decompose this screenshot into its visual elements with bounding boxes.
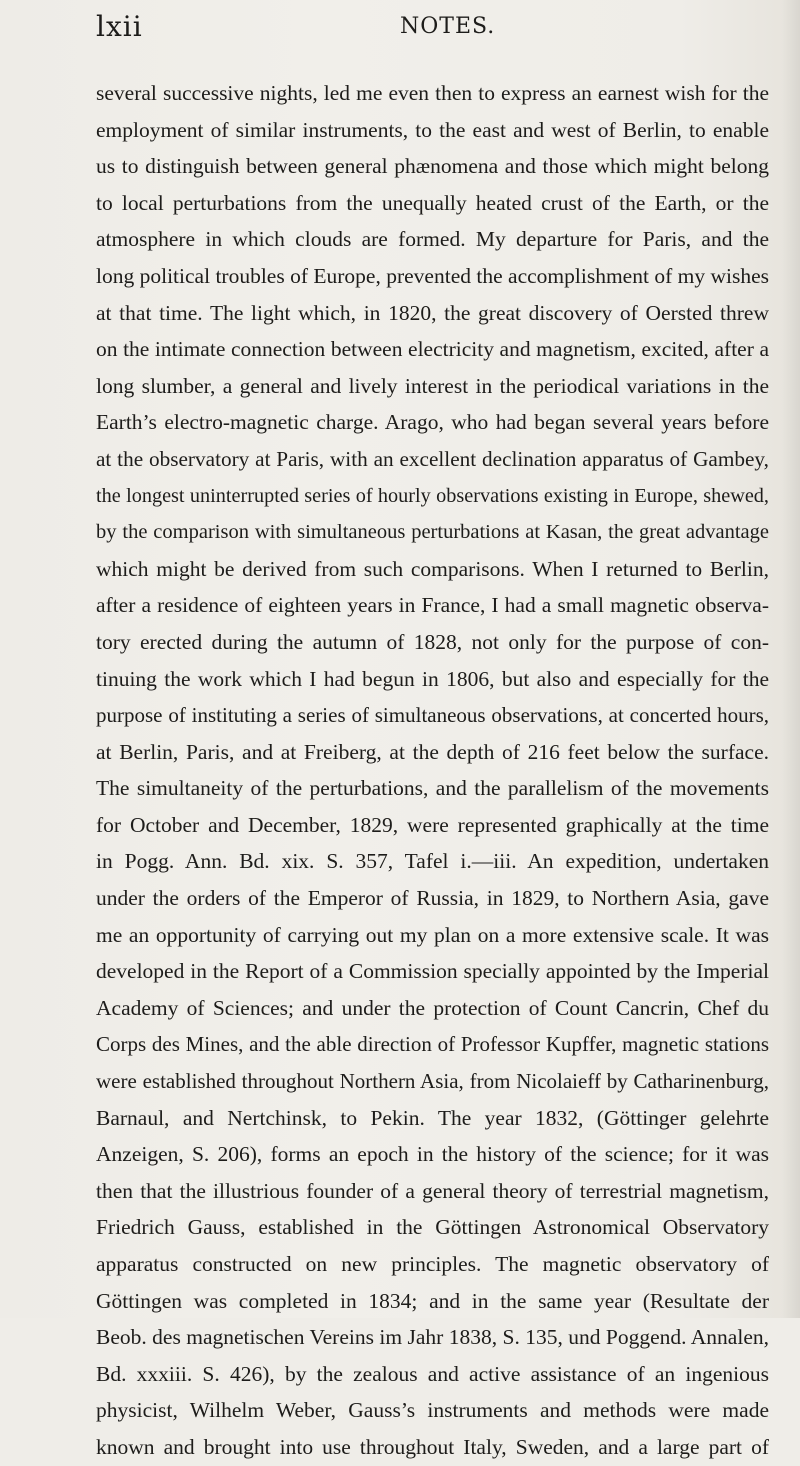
- text-line: purpose of instituting a series of simultaneous observations, at concerted hours,: [96, 703, 769, 728]
- text-line: at the observatory at Paris, with an excellent declination apparatus of Gambey,: [96, 446, 769, 471]
- text-line: for October and December, 1829, were represented graphically at the time: [96, 812, 769, 837]
- text-line: apparatus constructed on new principles. The magnetic observatory of: [96, 1252, 769, 1276]
- text-line: Corps des Mines, and the able direction of Professor Kupffer, magnetic stations: [96, 1032, 769, 1057]
- text-line: tinuing the work which I had begun in 1806, but also and especially for the: [96, 666, 769, 691]
- text-line: tory erected during the autumn of 1828, not only for the purpose of con-: [96, 629, 769, 654]
- running-title: NOTES.: [400, 14, 496, 39]
- text-line: Friedrich Gauss, established in the Göttingen Astronomical Observatory: [96, 1215, 769, 1240]
- text-line: Beob. des magnetischen Vereins im Jahr 1838, S. 135, und Poggend. Annalen,: [96, 1325, 769, 1350]
- text-line: known and brought into use throughout Italy, Sweden, and a large part of: [96, 1434, 769, 1459]
- text-line: atmosphere in which clouds are formed. My departure for Paris, and the: [96, 227, 769, 252]
- text-line: at that time. The light which, in 1820, the great discovery of Oersted threw: [96, 300, 769, 325]
- text-line: the longest uninterrupted series of hourly observations existing in Europe, shewed,: [96, 484, 769, 507]
- body-text: [96, 75, 769, 1466]
- text-line: by the comparison with simultaneous perturbations at Kasan, the great advantage: [96, 521, 769, 544]
- text-line: on the intimate connection between electricity and magnetism, excited, after a: [96, 337, 769, 362]
- text-line: to local perturbations from the unequally heated crust of the Earth, or the: [96, 190, 769, 215]
- text-line: Academy of Sciences; and under the protection of Count Cancrin, Chef du: [96, 995, 769, 1020]
- text-line: Barnaul, and Nertchinsk, to Pekin. The year 1832, (Göttinger gelehrte: [96, 1105, 769, 1130]
- text-line: physicist, Wilhelm Weber, Gauss’s instruments and methods were made: [96, 1398, 769, 1423]
- text-line: after a residence of eighteen years in France, I had a small magnetic observa-: [96, 593, 769, 618]
- text-line: developed in the Report of a Commission specially appointed by the Imperial: [96, 959, 769, 984]
- text-line: long political troubles of Europe, prevented the accomplishment of my wishes: [96, 263, 769, 288]
- text-line: The simultaneity of the perturbations, and the parallelism of the movements: [96, 776, 769, 801]
- text-line: then that the illustrious founder of a general theory of terrestrial magnetism,: [96, 1178, 769, 1203]
- text-line: employment of similar instruments, to the east and west of Berlin, to enable: [96, 117, 769, 142]
- text-line: Bd. xxxiii. S. 426), by the zealous and active assistance of an ingenious: [96, 1361, 769, 1386]
- text-line: Earth’s electro-magnetic charge. Arago, who had began several years before: [96, 410, 769, 435]
- text-line: several successive nights, led me even then to express an earnest wish for the: [96, 81, 769, 105]
- text-line: at Berlin, Paris, and at Freiberg, at the depth of 216 feet below the surface.: [96, 739, 769, 764]
- text-line: were established throughout Northern Asia, from Nicolaieff by Catharinenburg,: [96, 1069, 769, 1094]
- text-line: under the orders of the Emperor of Russia, in 1829, to Northern Asia, gave: [96, 886, 769, 911]
- running-head: [96, 10, 756, 50]
- text-line: Göttingen was completed in 1834; and in the same year (Resultate der: [96, 1288, 769, 1313]
- text-line: long slumber, a general and lively interest in the periodical variations in the: [96, 373, 769, 398]
- text-line: Anzeigen, S. 206), forms an epoch in the history of the science; for it was: [96, 1142, 769, 1167]
- text-line: which might be derived from such comparisons. When I returned to Berlin,: [96, 556, 769, 581]
- text-line: me an opportunity of carrying out my plan on a more extensive scale. It was: [96, 922, 769, 947]
- text-line: us to distinguish between general phænomena and those which might belong: [96, 154, 769, 179]
- page-number: lxii: [96, 10, 143, 43]
- page-edge-shadow: [782, 0, 800, 1318]
- text-line: in Pogg. Ann. Bd. xix. S. 357, Tafel i.—iii. An expedition, undertaken: [96, 849, 769, 874]
